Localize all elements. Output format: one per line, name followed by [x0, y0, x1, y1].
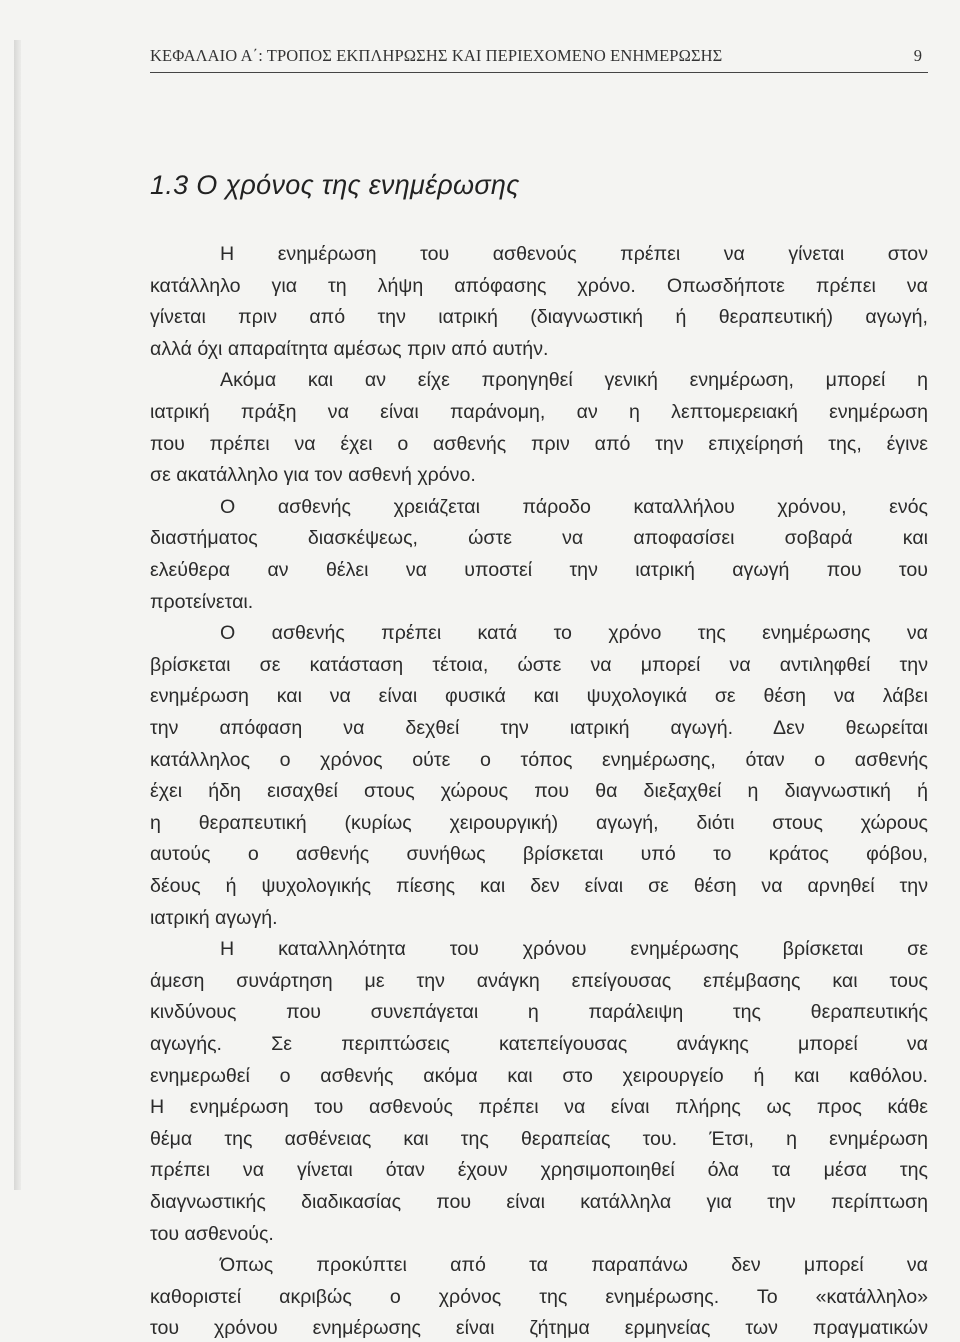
- text-line: Η καταλληλότητα του χρόνου ενημέρωσης βρίσκεται σε: [220, 938, 928, 961]
- text-line: ιατρική αγωγή.: [150, 906, 278, 929]
- text-line: διαγνωστικής διαδικασίας που είναι κατάλληλα για την περίπτωση: [150, 1191, 928, 1213]
- text-line: Η ενημέρωση του ασθενούς πρέπει να είναι πλήρης ως προς κάθε: [150, 1096, 928, 1119]
- text-line: του ασθενούς.: [150, 1222, 274, 1245]
- text-line: την απόφαση να δεχθεί την ιατρική αγωγή. Δεν θεωρείται: [150, 717, 928, 739]
- text-line: Η ενημέρωση του ασθενούς πρέπει να γίνεται στον: [220, 243, 928, 265]
- text-line: κινδύνους που συνεπάγεται η παράλειψη της θεραπευτικής: [150, 1001, 928, 1024]
- text-line: σε ακατάλληλο για τον ασθενή χρόνο.: [150, 464, 476, 487]
- text-line: ελεύθερα αν θέλει να υποστεί την ιατρική αγωγή που του: [150, 559, 928, 581]
- text-line: ενημέρωση και να είναι φυσικά και ψυχολογικά σε θέση να λάβει: [150, 685, 928, 708]
- chapter-title: ΚΕΦΑΛΑΙΟ Α΄: ΤΡΟΠΟΣ ΕΚΠΛΗΡΩΣΗΣ ΚΑΙ ΠΕΡΙΕΧΟΜΕΝΟ ΕΝΗΜΕΡΩΣΗΣ: [150, 46, 723, 65]
- text-line: Ο ασθενής πρέπει κατά το χρόνο της ενημέρωσης να: [220, 622, 928, 645]
- section-title: 1.3 Ο χρόνος της ενημέρωσης: [150, 170, 520, 200]
- text-line: προτείνεται.: [150, 590, 254, 613]
- text-line: βρίσκεται σε κατάσταση τέτοια, ώστε να μπορεί να αντιληφθεί την: [150, 653, 928, 676]
- text-line: η θεραπευτική (κυρίως χειρουργική) αγωγή, διότι στους χώρους: [150, 811, 928, 834]
- text-line: έχει ήδη εισαχθεί στους χώρους που θα διεξαχθεί η διαγνωστική ή: [150, 780, 928, 803]
- text-line: Ο ασθενής χρειάζεται πάροδο καταλλήλου χρόνου, ενός: [220, 495, 928, 518]
- text-line: αλλά όχι απαραίτητα αμέσως πριν από αυτήν.: [150, 337, 549, 360]
- text-line: θέμα της ασθένειας και της θεραπείας του. Έτσι, η ενημέρωση: [150, 1127, 928, 1150]
- text-line: αγωγής. Σε περιπτώσεις κατεπείγουσας ανάγκης μπορεί να: [150, 1033, 928, 1055]
- text-line: Όπως προκύπτει από τα παραπάνω δεν μπορεί να: [220, 1254, 928, 1277]
- text-line: Ακόμα και αν είχε προηγηθεί γενική ενημέρωση, μπορεί η: [220, 369, 928, 392]
- text-line: καθοριστεί ακριβώς ο χρόνος της ενημέρωσης. Το «κατάλληλο»: [150, 1285, 928, 1308]
- text-line: δέους ή ψυχολογικής πίεσης και δεν είναι σε θέση να αρνηθεί την: [150, 875, 928, 897]
- text-line: ιατρική πράξη να είναι παράνομη, αν η λεπτομερειακή ενημέρωση: [150, 401, 928, 423]
- text-line: κατάλληλο για τη λήψη απόφασης χρόνο. Οπωσδήποτε πρέπει να: [150, 274, 928, 297]
- running-header: [150, 38, 928, 73]
- text-line: διαστήματος διασκέψεως, ώστε να αποφασίσει σοβαρά και: [150, 527, 928, 550]
- text-line: άμεση συνάρτηση με την ανάγκη επείγουσας επέμβασης και τους: [150, 969, 928, 992]
- text-line: ενημερωθεί ο ασθενής ακόμα και στο χειρουργείο ή και καθόλου.: [150, 1064, 928, 1087]
- text-line: που πρέπει να έχει ο ασθενής πριν από την επιχείρησή της, έγινε: [150, 432, 928, 455]
- text-line: αυτούς ο ασθενής συνήθως βρίσκεται υπό το κράτος φόβου,: [150, 843, 928, 866]
- text-line: πρέπει να γίνεται όταν έχουν χρησιμοποιηθεί όλα τα μέσα της: [150, 1159, 928, 1182]
- page-number: 9: [913, 46, 922, 65]
- text-line: γίνεται πριν από την ιατρική (διαγνωστική ή θεραπευτική) αγωγή,: [150, 306, 928, 329]
- text-line: κατάλληλος ο χρόνος ούτε ο τόπος ενημέρωσης, όταν ο ασθενής: [150, 748, 928, 771]
- text-line: του χρόνου ενημέρωσης είναι ζήτημα ερμηνείας των πραγματικών: [150, 1317, 928, 1340]
